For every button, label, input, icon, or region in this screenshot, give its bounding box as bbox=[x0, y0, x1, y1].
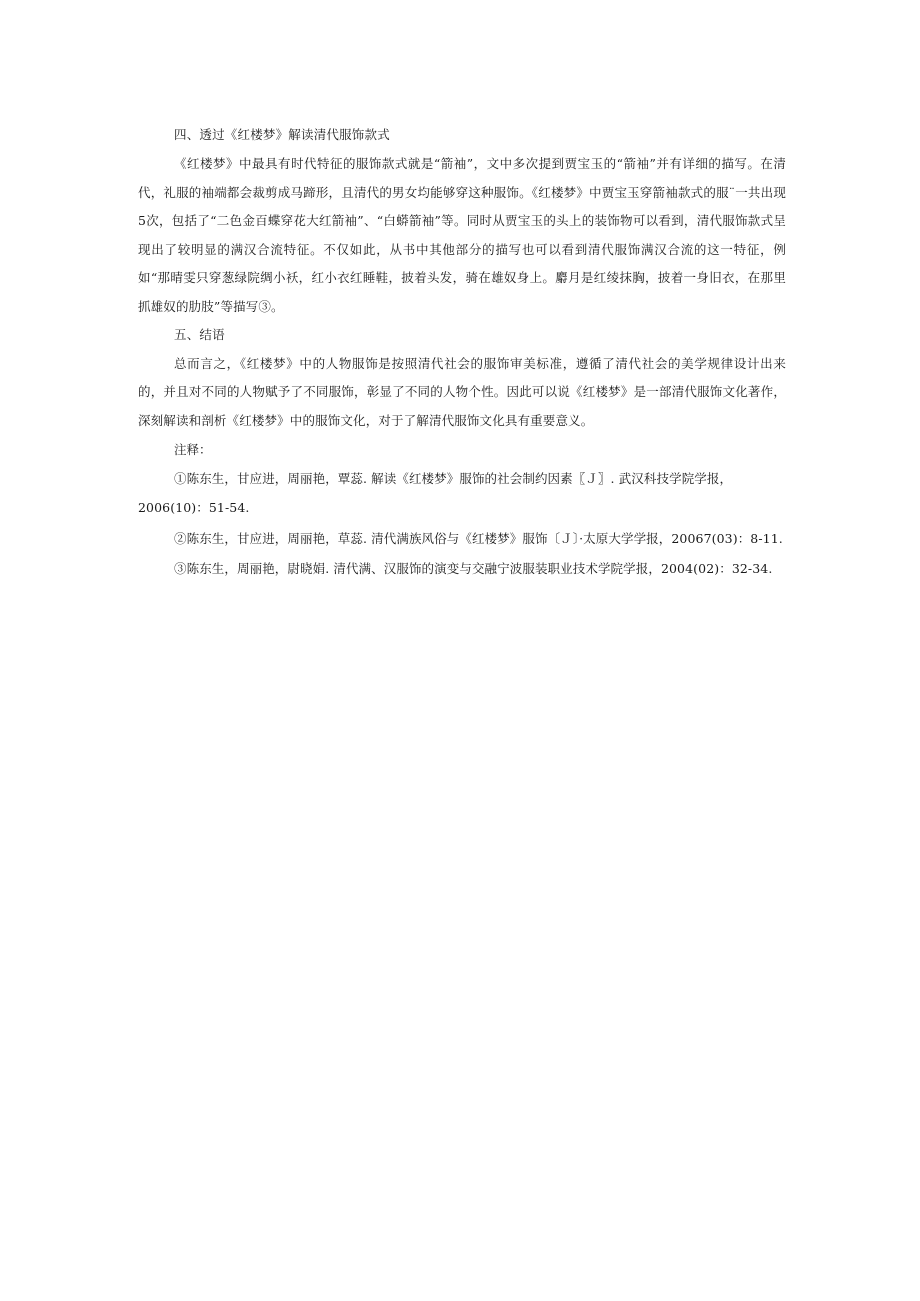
reference-2: ②陈东生，甘应进，周丽艳，草蕊. 清代满族风俗与《红楼梦》服饰〔Ｊ〕·太原大学学报，20067(03)：8-11. bbox=[174, 530, 783, 546]
reference-1: ①陈东生，甘应进，周丽艳，覃蕊. 解读《红楼梦》服饰的社会制约因素〖Ｊ〗. 武汉科技学院学报，2006(10)：51-54. bbox=[138, 471, 733, 515]
section-4-heading: 四、透过《红楼梦》解读清代服饰款式 bbox=[174, 127, 390, 142]
document-body bbox=[138, 124, 786, 586]
section-5-paragraph: 总而言之，《红楼梦》中的人物服饰是按照清代社会的服饰审美标准，遵循了清代社会的美学规律设计出来的，并且对不同的人物赋予了不同服饰，彰显了不同的人物个性。因此可以说《红楼梦》是一部清代服饰文化著作，深刻解读和剖析《红楼梦》中的服饰文化，对于了解清代服饰文化具有重要意义。 bbox=[138, 355, 786, 428]
reference-3: ③陈东生，周丽艳，尉晓娟. 清代满、汉服饰的演变与交融宁波服装职业技术学院学报，2004(02)：32-34. bbox=[174, 561, 773, 577]
notes-label: 注释： bbox=[174, 442, 212, 458]
section-4-paragraph: 《红楼梦》中最具有时代特征的服饰款式就是“箭袖”，文中多次提到贾宝玉的“箭袖”并有详细的描写。在清代，礼服的袖端都会裁剪成马蹄形，且清代的男女均能够穿这种服饰。《红楼梦》中贾宝玉穿箭袖款式的服¨一共出现5次，包括了“二色金百蝶穿花大红箭袖”、“白蟒箭袖”等。同时从贾宝玉的头上的装饰物可以看到，清代服饰款式呈现出了较明显的满汉合流特征。不仅如此，从书中其他部分的描写也可以看到清代服饰满汉合流的这一特征，例如“那晴雯只穿葱绿院绸小袄，红小衣红睡鞋，披着头发，骑在雄奴身上。麝月是红绫抹胸，披着一身旧衣，在那里抓雄奴的肋肢”等描写③。 bbox=[138, 156, 786, 314]
section-5-heading: 五、结语 bbox=[174, 326, 225, 342]
